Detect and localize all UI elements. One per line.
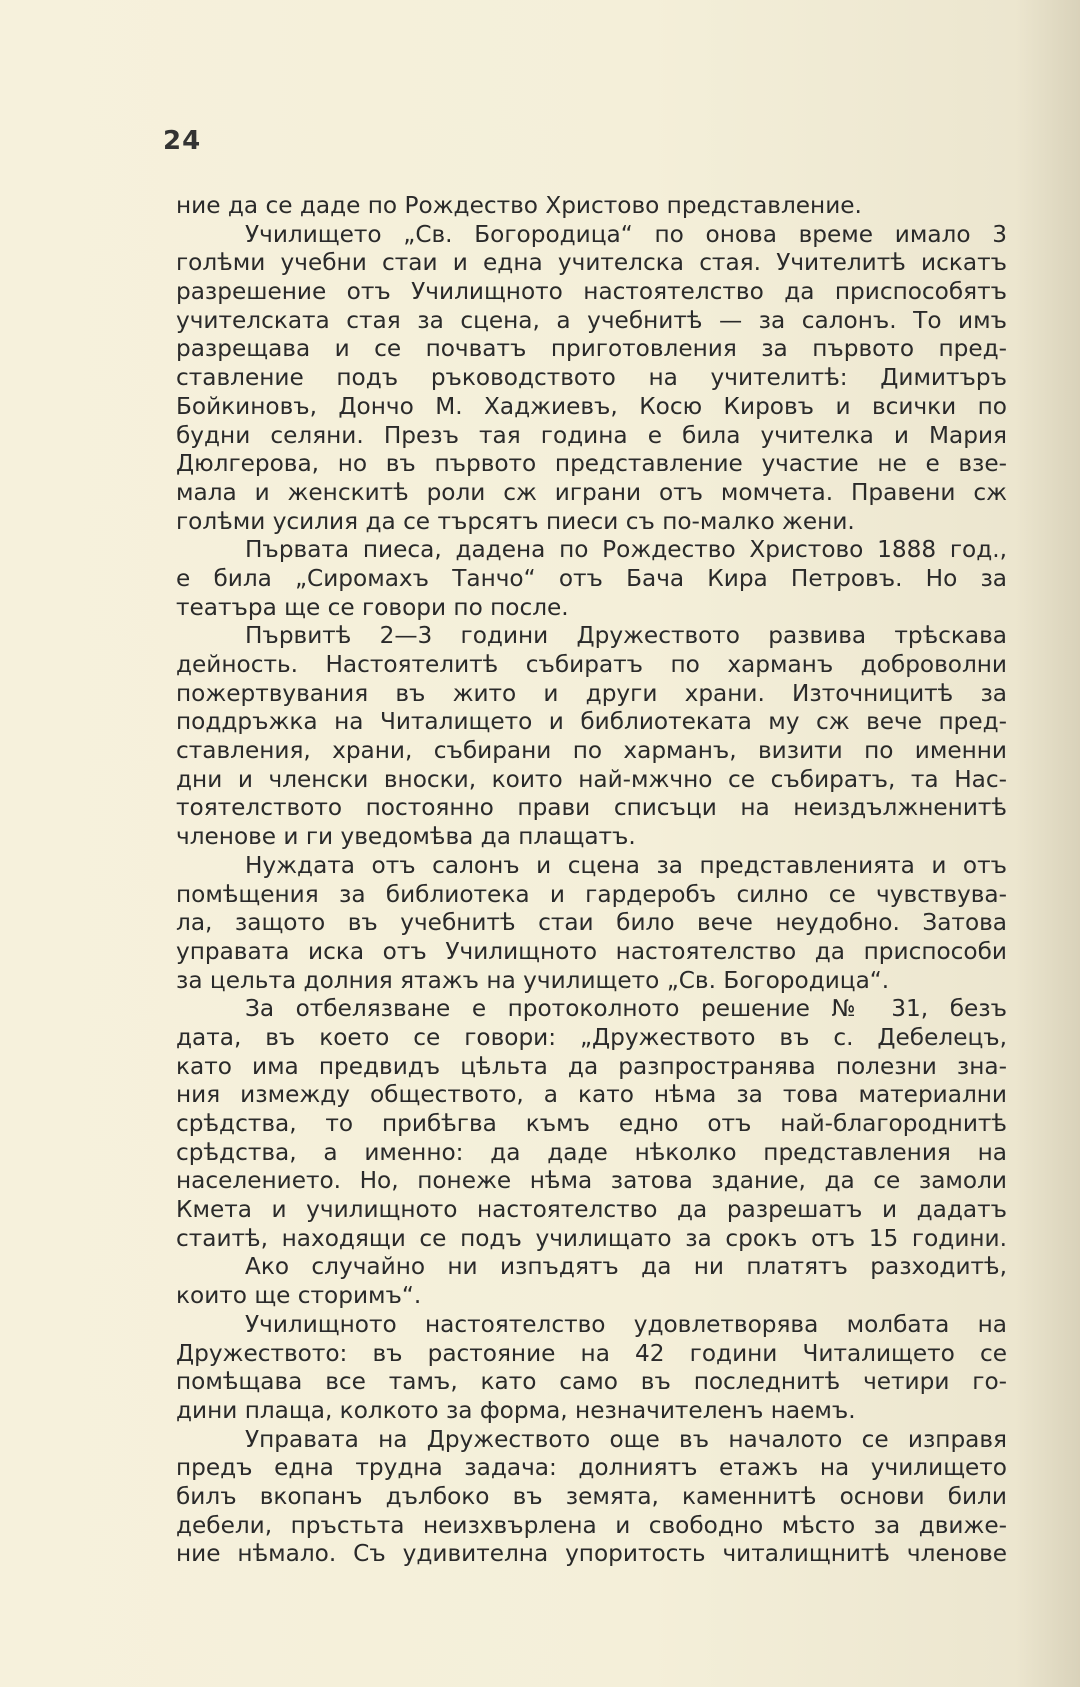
text-line: разрещава и се почватъ приготовления за първото пред- [176,335,1007,363]
text-line: ставления, храни, събирани по харманъ, визити по именни [176,737,1007,765]
text-line: разрешение отъ Училищното настоятелство да приспособятъ [176,278,1007,306]
text-line: помѣщава все тамъ, като само въ последнитѣ четири го- [176,1368,1007,1396]
text-line: помѣщения за библиотека и гардеробъ силно се чувствува- [176,880,1007,908]
text-line: билъ вкопанъ дълбоко въ земята, каменнитѣ основи били [176,1482,1007,1510]
text-line: като има предвидъ цѣльта да разпространява полезни зна- [176,1052,1007,1080]
text-line: поддръжка на Читалището и библиотеката му сж вече пред- [176,708,1007,736]
text-line: ла, защото въ учебнитѣ стаи било вече неудобно. Затова [176,909,1007,937]
text-line: пожертвувания въ жито и други храни. Източницитѣ за [176,679,1007,707]
text-line: стаитѣ, находящи се подъ училищато за срокъ отъ 15 години. [176,1224,1007,1252]
text-line: е била „Сиромахъ Танчо“ отъ Бача Кира Петровъ. Но за [176,564,1007,592]
text-line: дини плаща, колкото за форма, незначителенъ наемъ. [176,1396,856,1424]
text-line: за цельта долния ятажъ на училището „Св. Богородица“. [176,966,890,994]
text-line: дейность. Настоятелитѣ събиратъ по харманъ доброволни [176,651,1007,678]
text-line: членове и ги уведомѣва да плащатъ. [176,823,636,851]
text-line: Дюлгерова, но въ първото представление участие не е взе- [176,450,1007,478]
text-line: ние да се даде по Рождество Христово представление. [176,192,862,219]
text-line: ние нѣмало. Съ удивителна упоритость читалищнитѣ членове [176,1540,1007,1568]
text-line: За отбелязване е протоколното решение № 31, безъ [245,995,1007,1023]
text-line: Училищното настоятелство удовлетворява молбата на [245,1310,1007,1338]
text-line: срѣдства, то прибѣгва къмъ едно отъ най-благороднитѣ [176,1110,1007,1137]
body-text [176,192,1007,1569]
text-line: голѣми усилия да се търсятъ пиеси съ по-малко жени. [176,507,855,535]
text-line: които ще сторимъ“. [176,1282,422,1310]
text-line: дебели, пръстьта неизхвърлена и свободно мѣсто за движе- [176,1511,1007,1539]
text-line: срѣдства, а именно: да даде нѣколко представления на [176,1138,1007,1166]
text-line: Бойкиновъ, Дончо М. Хаджиевъ, Косю Кировъ и всички по [176,392,1007,420]
text-line: будни селяни. Презъ тая година е била учителка и Мария [176,421,1007,449]
text-line: дни и членски вноски, които най-мжчно се събиратъ, та Нас- [176,765,1007,793]
text-line: мала и женскитѣ роли сж играни отъ момчета. Правени сж [176,478,1007,506]
text-line: ния измежду обществото, а като нѣма за това материални [176,1081,1007,1109]
text-line: Училището „Св. Богородица“ по онова време имало 3 [245,220,1007,248]
text-line: Първата пиеса, дадена по Рождество Христово 1888 год., [245,536,1007,564]
text-line: населението. Но, понеже нѣма затова здание, да се замоли [176,1167,1007,1195]
text-line: тоятелството постоянно прави списъци на неиздължненитѣ [176,794,1007,822]
text-line: учителската стая за сцена, а учебнитѣ — за салонъ. То имъ [176,306,1007,334]
text-line: предъ една трудна задача: долниятъ етажъ на училището [176,1454,1007,1482]
text-line: Кмета и училищното настоятелство да разрешатъ и дадатъ [176,1196,1007,1224]
text-line: Управата на Дружеството още въ началото се изправя [245,1425,1007,1453]
text-line: Нуждата отъ салонъ и сцена за представленията и отъ [245,851,1007,879]
text-line: Дружеството: въ растояние на 42 години Читалището се [176,1339,1007,1367]
page-number: 24 [163,126,202,156]
text-line: управата иска отъ Училищното настоятелство да приспособи [176,937,1007,965]
text-line: Ако случайно ни изпъдятъ да ни платятъ разходитѣ, [245,1253,1007,1281]
text-line: театъра ще се говори по после. [176,593,569,621]
text-line: голѣми учебни стаи и една учителска стая. Учителитѣ искатъ [176,249,1007,277]
text-line: ставление подъ ръководството на учителитѣ: Димитъръ [176,364,1007,392]
text-line: дата, въ което се говори: „Дружеството въ с. Дебелецъ, [176,1023,1007,1051]
text-line: Първитѣ 2—3 години Дружеството развива трѣскава [245,622,1007,650]
